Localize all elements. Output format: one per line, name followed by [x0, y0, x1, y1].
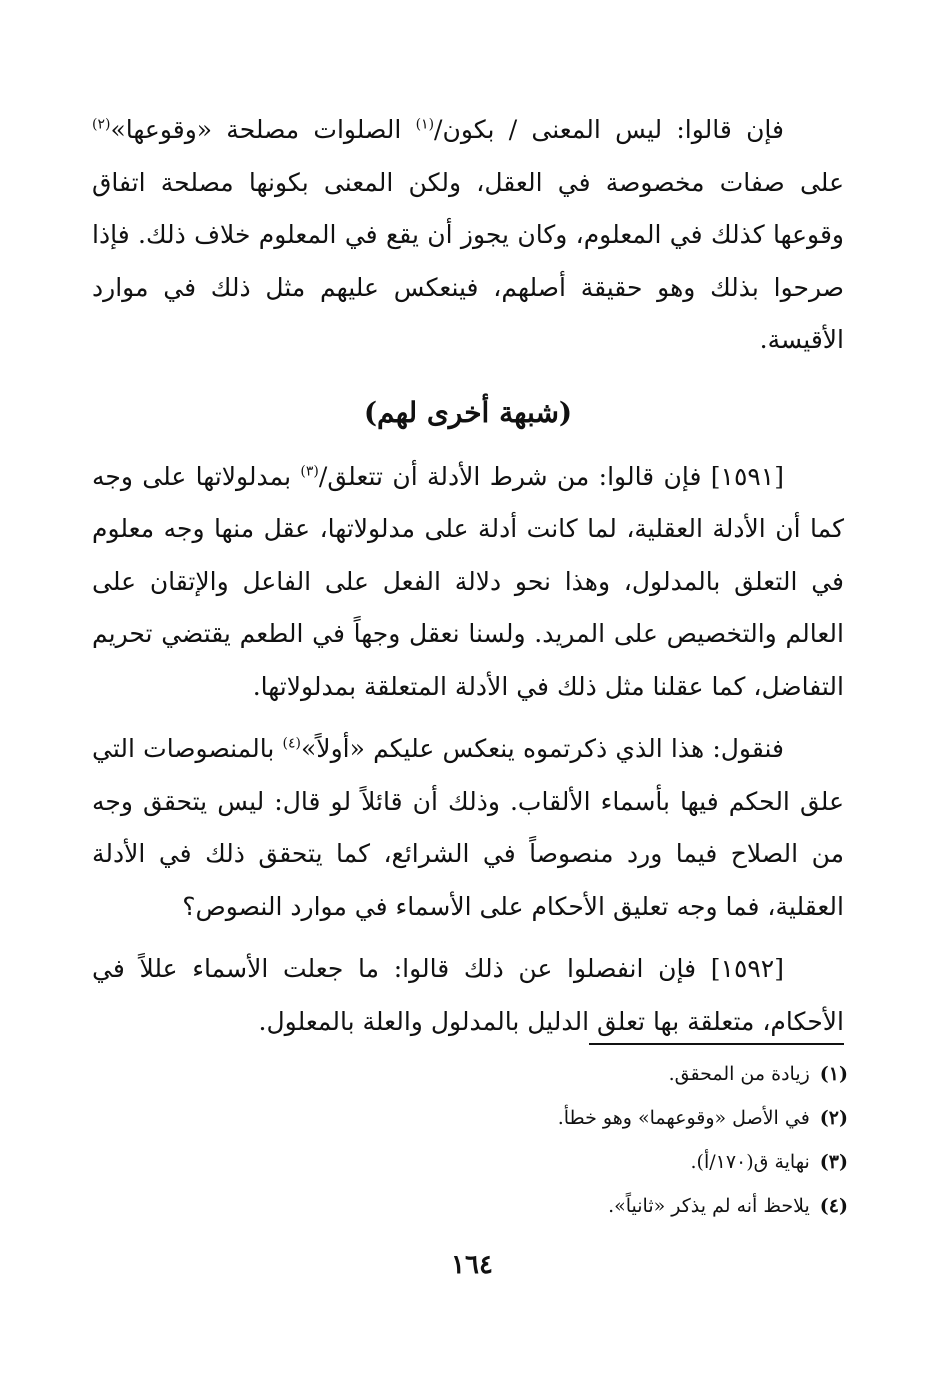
footnote-number: (٢) [819, 1107, 848, 1129]
footnote-number: (٣) [819, 1151, 848, 1173]
footnote-number: (٤) [819, 1195, 848, 1217]
paragraph-text: [١٥٩١] فإن قالوا: من شرط الأدلة أن تتعلق/ [318, 461, 784, 491]
footnote-3 [148, 1140, 848, 1184]
footnote-text: نهاية ق(١٧٠/أ). [690, 1151, 810, 1173]
footnote-text: في الأصل «وقوعهما» وهو خطأ. [557, 1107, 810, 1129]
paragraph-3 [92, 723, 844, 933]
footnote-ref-2[interactable]: (٢) [92, 116, 111, 133]
paragraph-text: فنقول: هذا الذي ذكرتموه ينعكس عليكم «أولاً» [301, 734, 784, 763]
paragraph-text: بالمنصوصات التي علق الحكم فيها بأسماء الألقاب. وذلك أن قائلاً لو قال: ليس يتحقق وجه من الصلاح فيما ورد منصوصاً في الشرائع، كما يتحقق ذلك في الأدلة العقلية، فما وجه تعليق الأحكام على الأسماء في موارد النصوص؟ [92, 734, 844, 921]
footnote-4 [148, 1184, 848, 1228]
footnotes [148, 1052, 848, 1228]
paragraph-text: على صفات مخصوصة في العقل، ولكن المعنى بكونها مصلحة اتفاق وقوعها كذلك في المعلوم، وكان يجوز أن يقع في المعلوم خلاف ذلك. فإذا صرحوا بذلك وهو حقيقة أصلهم، فينعكس عليهم مثل ذلك في موارد الأقيسة. [92, 167, 844, 354]
footnote-ref-4[interactable]: (٤) [282, 735, 302, 752]
footnote-number: (١) [819, 1063, 848, 1085]
paragraph-4 [92, 943, 844, 1048]
page-number: ١٦٤ [451, 1250, 493, 1280]
paragraph-text: فإن قالوا: ليس المعنى / بكون/ [434, 115, 784, 144]
footnote-ref-3[interactable]: (٣) [300, 463, 319, 480]
paragraph-text: الصلوات مصلحة «وقوعها» [110, 115, 416, 144]
footnote-ref-1[interactable]: (١) [415, 116, 435, 133]
section-heading: (شبهة أخرى لهم) [363, 395, 573, 429]
paragraph-1 [92, 104, 844, 367]
footnote-text: يلاحظ أنه لم يذكر «ثانياً». [608, 1195, 810, 1217]
paragraph-text: بمدلولاتها على وجه كما أن الأدلة العقلية، لما كانت أدلة على مدلولاتها، عقل منها وجه معلوم في التعلق بالمدلول، وهذا نحو دلالة الفعل على الفاعل والإتقان على العالم والتخصيص على المريد. ولسنا نعقل وجهاً في الطعم يقتضي تحريم التفاضل، كما عقلنا مثل ذلك في الأدلة المتعلقة بمدلولاتها. [92, 461, 844, 701]
footnote-2 [148, 1096, 848, 1140]
paragraph-text: [١٥٩٢] فإن انفصلوا عن ذلك قالوا: ما جعلت الأسماء عللاً في الأحكام، متعلقة بها تعلق الدليل بالمدلول والعلة بالمعلول. [92, 954, 844, 1036]
footnote-separator [589, 1043, 844, 1045]
footnote-text: زيادة من المحقق. [668, 1063, 810, 1085]
page-body [92, 104, 844, 1048]
footnote-1 [148, 1052, 848, 1096]
paragraph-2 [92, 451, 844, 714]
